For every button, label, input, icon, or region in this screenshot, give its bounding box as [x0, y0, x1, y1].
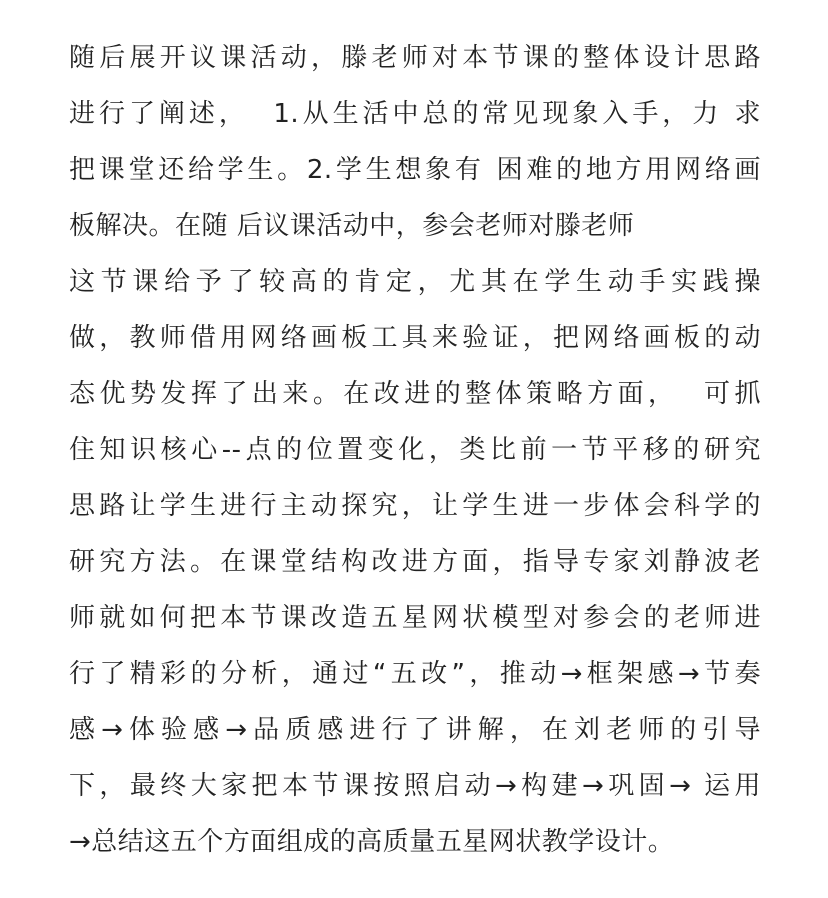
paragraph-line: 态优势发挥了出来。在改进的整体策略方面， 可抓: [69, 379, 761, 409]
paragraph-line: 进行了阐述， 1.从生活中总的常见现象入手，力 求: [69, 99, 761, 129]
paragraph-line: →总结这五个方面组成的高质量五星网状教学设计。: [69, 827, 675, 857]
paragraph-line: 下，最终大家把本节课按照启动→构建→巩固→ 运用: [69, 771, 761, 801]
paragraph-line: 思路让学生进行主动探究，让学生进一步体会科学的: [69, 491, 761, 521]
paragraph-line: 研究方法。在课堂结构改进方面，指导专家刘静波老: [69, 547, 761, 577]
paragraph-line: 行了精彩的分析，通过“五改”，推动→框架感→节奏: [69, 659, 761, 689]
paragraph-line: 师就如何把本节课改造五星网状模型对参会的老师进: [69, 603, 761, 633]
paragraph-line: 这节课给予了较高的肯定，尤其在学生动手实践操: [69, 267, 761, 297]
paragraph-line: 随后展开议课活动，滕老师对本节课的整体设计思路: [69, 43, 761, 73]
paragraph-line: 把课堂还给学生。2.学生想象有 困难的地方用网络画: [69, 155, 761, 185]
paragraph-line: 住知识核心--点的位置变化，类比前一节平移的研究: [69, 435, 761, 465]
paragraph-line: 板解决。在随 后议课活动中，参会老师对滕老师: [69, 211, 635, 241]
paragraph-line: 感→体验感→品质感进行了讲解，在刘老师的引导: [69, 715, 761, 745]
paragraph-line: 做，教师借用网络画板工具来验证，把网络画板的动: [69, 323, 761, 353]
